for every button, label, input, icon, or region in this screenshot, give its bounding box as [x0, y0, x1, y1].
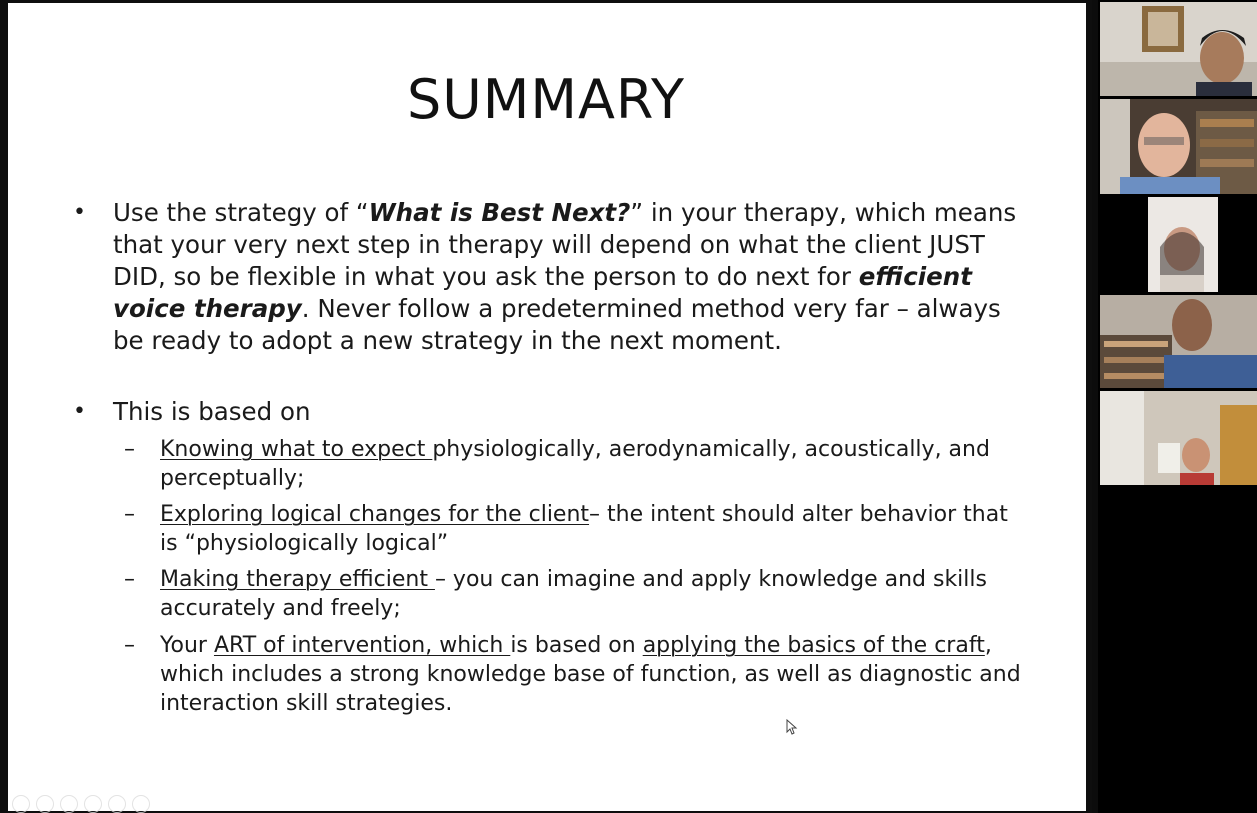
participant-1[interactable] — [1100, 2, 1257, 96]
prev-icon[interactable] — [12, 795, 30, 813]
slide-title: SUMMARY — [407, 68, 685, 131]
participant-video — [1100, 2, 1257, 96]
sub-bullet-exploring: – Exploring logical changes for the client– the intent should alter behavior that is “physiologically logical” — [124, 502, 1008, 556]
next-icon[interactable] — [36, 795, 54, 813]
participant-2[interactable] — [1100, 99, 1257, 194]
mouse-cursor-icon — [786, 719, 798, 735]
participant-4[interactable] — [1100, 295, 1257, 388]
dash-glyph: – — [124, 633, 135, 658]
slides-icon[interactable] — [84, 795, 102, 813]
more-icon[interactable] — [132, 795, 150, 813]
participant-video — [1100, 197, 1257, 292]
participant-video — [1100, 295, 1257, 388]
slideshow-controls — [12, 795, 150, 813]
participant-strip — [1098, 0, 1257, 813]
bullet-based-on: • This is based on — [73, 397, 311, 426]
participant-video — [1100, 391, 1257, 485]
bullet-strategy: • Use the strategy of “What is Best Next?” in your therapy, which means that your very next step in therapy will depend on what the client JUST DID, so be flexible in what you ask the person to do next for efficient voice therapy. Never follow a predetermined method very far – always be ready to adopt a new strategy in the next moment. — [73, 198, 1017, 355]
participant-3[interactable] — [1100, 197, 1257, 292]
dash-glyph: – — [124, 437, 135, 462]
emphasis-efficient-voice-therapy: efficient voice therapy — [113, 262, 972, 323]
dash-glyph: – — [124, 567, 135, 592]
sub-bullet-art: – Your ART of intervention, which is based on applying the basics of the craft, which includes a strong knowledge base of function, as well as diagnostic and interaction skill strategies. — [124, 633, 1021, 716]
emphasis-what-is-best-next: What is Best Next? — [368, 198, 631, 227]
pen-icon[interactable] — [60, 795, 78, 813]
dash-glyph: – — [124, 502, 135, 527]
participant-video — [1100, 99, 1257, 194]
sub-bullet-knowing: – Knowing what to expect physiologically, aerodynamically, acoustically, and perceptually; — [124, 437, 990, 491]
bullet-glyph: • — [73, 200, 86, 225]
zoom-icon[interactable] — [108, 795, 126, 813]
participant-5[interactable] — [1100, 391, 1257, 485]
bullet-glyph: • — [73, 399, 86, 424]
sub-bullet-efficient: – Making therapy efficient – you can imagine and apply knowledge and skills accurately and freely; — [124, 567, 987, 621]
